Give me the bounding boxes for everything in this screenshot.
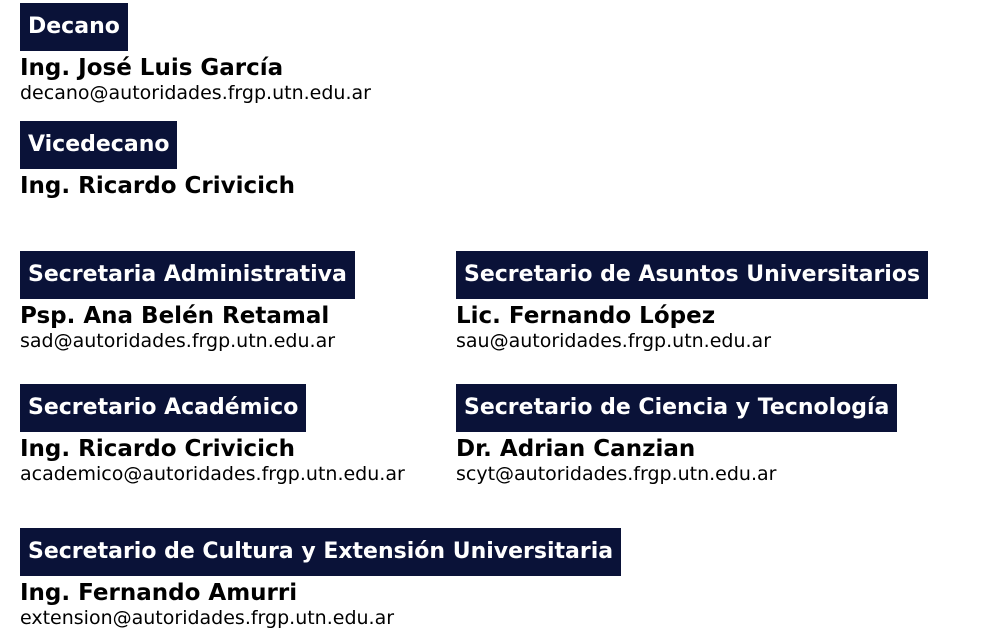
- decano-name: Ing. José Luis García: [20, 55, 284, 81]
- asuntos-universitarios-title: Secretario de Asuntos Universitarios: [456, 251, 928, 299]
- vicedecano-name: Ing. Ricardo Crivicich: [20, 173, 296, 199]
- decano-title: Decano: [20, 3, 128, 51]
- decano-block: [20, 3, 371, 105]
- administrativa-block: [20, 251, 355, 353]
- ciencia-tecnologia-email[interactable]: scyt@autoridades.frgp.utn.edu.ar: [456, 463, 777, 485]
- decano-email[interactable]: decano@autoridades.frgp.utn.edu.ar: [20, 82, 371, 104]
- ciencia-tecnologia-name: Dr. Adrian Canzian: [456, 436, 696, 462]
- administrativa-title: Secretaria Administrativa: [20, 251, 355, 299]
- academico-title: Secretario Académico: [20, 384, 306, 432]
- administrativa-name: Psp. Ana Belén Retamal: [20, 303, 330, 329]
- vicedecano-title: Vicedecano: [20, 121, 177, 169]
- cultura-extension-name: Ing. Fernando Amurri: [20, 580, 298, 606]
- asuntos-universitarios-block: [456, 251, 928, 353]
- asuntos-universitarios-name: Lic. Fernando López: [456, 303, 716, 329]
- academico-email[interactable]: academico@autoridades.frgp.utn.edu.ar: [20, 463, 405, 485]
- administrativa-email[interactable]: sad@autoridades.frgp.utn.edu.ar: [20, 330, 336, 352]
- academico-block: [20, 384, 405, 486]
- ciencia-tecnologia-block: [456, 384, 897, 486]
- cultura-extension-title: Secretario de Cultura y Extensión Universitaria: [20, 528, 621, 576]
- academico-name: Ing. Ricardo Crivicich: [20, 436, 296, 462]
- vicedecano-block: [20, 121, 295, 199]
- cultura-extension-email[interactable]: extension@autoridades.frgp.utn.edu.ar: [20, 607, 395, 629]
- asuntos-universitarios-email[interactable]: sau@autoridades.frgp.utn.edu.ar: [456, 330, 772, 352]
- cultura-extension-block: [20, 528, 621, 630]
- ciencia-tecnologia-title: Secretario de Ciencia y Tecnología: [456, 384, 897, 432]
